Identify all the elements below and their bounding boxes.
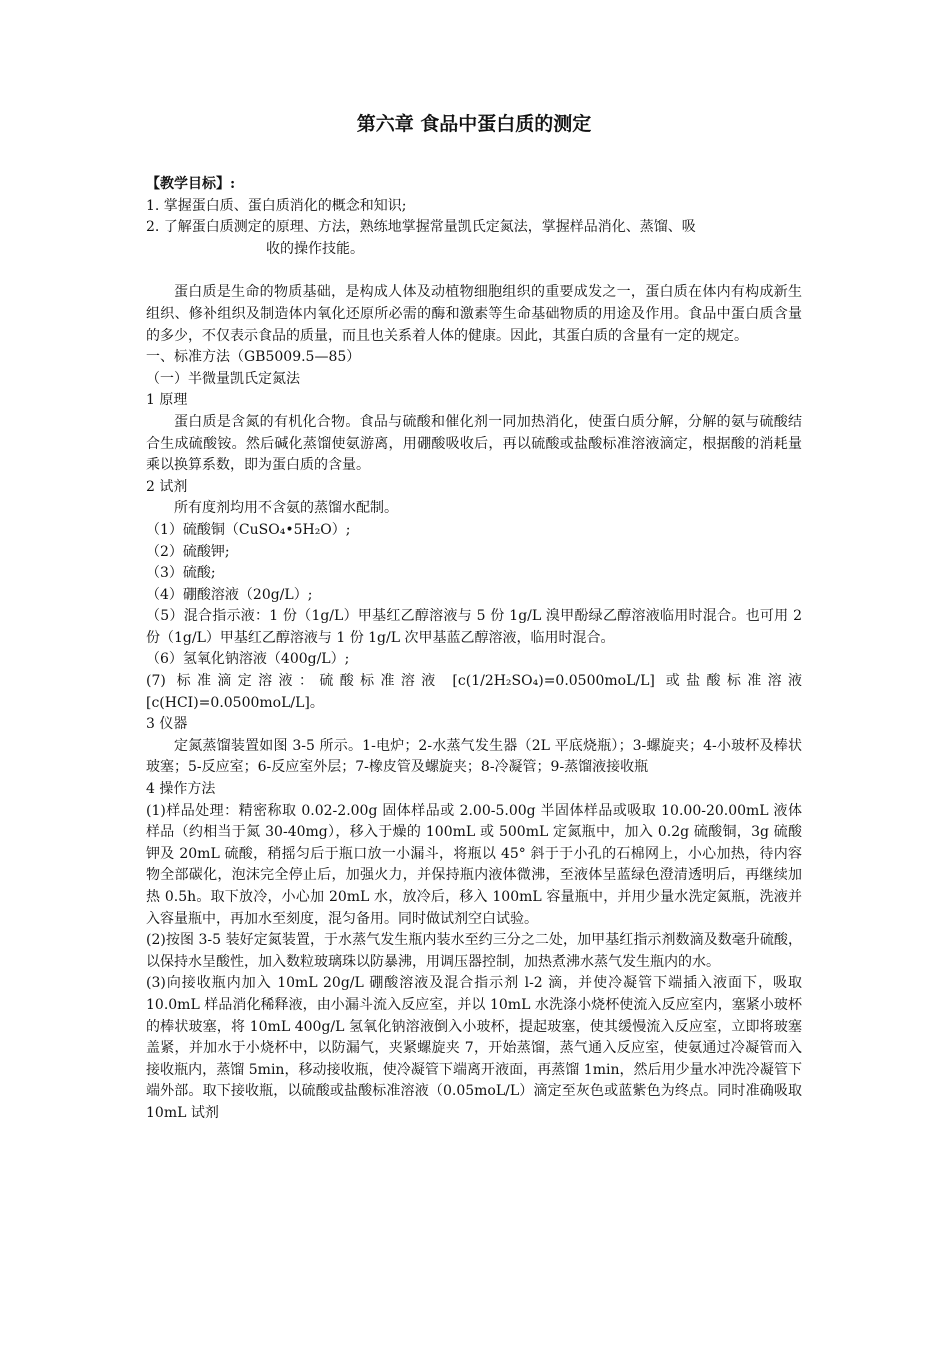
teaching-goals-list <box>146 196 802 261</box>
teaching-goals-heading: 【教学目标】: <box>146 176 236 192</box>
reagent-item: （6）氢氧化钠溶液（400g/L）; <box>146 651 350 668</box>
spacer <box>146 260 802 282</box>
principle-heading: 1 原理 <box>146 392 188 409</box>
reagents-heading: 2 试剂 <box>146 478 188 495</box>
reagent-item: （4）硼酸溶液（20g/L）; <box>146 586 313 603</box>
reagent-item: （5）混合指示液：1 份（1g/L）甲基红乙醇溶液与 5 份 1g/L 溴甲酚绿乙醇溶液临用时混合。也可用 2 份（1g/L）甲基红乙醇溶液与 1 份 1g/L 次甲基蓝乙醇溶液，临用时混合。 <box>146 608 802 646</box>
procedure-heading: 4 操作方法 <box>146 781 216 798</box>
apparatus-text: 定氮蒸馏装置如图 3-5 所示。1-电炉；2-水蒸气发生器（2L 平底烧瓶）；3-螺旋夹；4-小玻杯及棒状玻塞；5-反应室；6-反应室外层；7-橡皮管及螺旋夹；8-冷凝管；9-蒸馏液接收瓶 <box>146 737 802 776</box>
goal-item-continuation: 收的操作技能。 <box>266 240 364 257</box>
intro-paragraph: 蛋白质是生命的物质基础，是构成人体及动植物细胞组织的重要成发之一，蛋白质在体内有构成新生组织、修补组织及制造体内氧化还原所必需的酶和激素等生命基础物质的用途及作用。食品中蛋白质含量的多少，不仅表示食品的质量，而且也关系着人体的健康。因此，其蛋白质的含量有一定的规定。 <box>146 284 802 344</box>
reagent-item: （3）硫酸; <box>146 565 216 582</box>
subsection-heading: （一）半微量凯氏定氮法 <box>146 370 300 387</box>
reagent-item: （1）硫酸铜（CuSO₄•5H₂O）; <box>146 521 351 538</box>
goal-item-text: 2. 了解蛋白质测定的原理、方法，熟练地掌握常量凯氏定氮法，掌握样品消化、蒸馏、吸 <box>146 219 696 236</box>
goal-item <box>146 217 802 260</box>
principle-text: 蛋白质是含氮的有机化合物。食品与硫酸和催化剂一同加热消化，使蛋白质分解，分解的氨与硫酸结合生成硫酸铵。然后碱化蒸馏使氨游离，用硼酸吸收后，再以硫酸或盐酸标准溶液滴定，根据酸的消耗量乘以换算系数，即为蛋白质的含量。 <box>146 413 802 474</box>
document-body <box>146 110 802 1125</box>
procedure-step: (3)向接收瓶内加入 10mL 20g/L 硼酸溶液及混合指示剂 l-2 滴，并使冷凝管下端插入液面下，吸取 10.0mL 样品消化稀释液，由小漏斗流入反应室，并以 10mL 水洗涤小烧杯使流入反应室内，塞紧小玻杯的棒状玻塞，将 10mL 400g/L 氢氧化钠溶液倒入小玻杯，提起玻塞，使其缓慢流入反应室，立即将玻塞盖紧，并加水于小烧杯中，以防漏气，夹紧螺旋夹 7，开始蒸馏，蒸气通入反应室，使氨通过冷凝管而入接收瓶内，蒸馏 5min，移动接收瓶，使冷凝管下端离开液面，再蒸馏 1min，然后用少量水冲洗冷凝管下端外部。取下接收瓶，以硫酸或盐酸标准溶液（0.05moL/L）滴定至灰色或蓝紫色为终点。同时准确吸取 10mL 试剂 <box>146 975 802 1121</box>
goal-item: 1. 掌握蛋白质、蛋白质消化的概念和知识; <box>146 197 407 214</box>
apparatus-heading: 3 仪器 <box>146 716 188 733</box>
reagent-item: （2）硫酸钾; <box>146 543 230 560</box>
section-heading: 一、标准方法（GB5009.5—85） <box>146 349 361 366</box>
procedure-step: (2)按图 3-5 装好定氮装置，于水蒸气发生瓶内装水至约三分之二处，加甲基红指示剂数滴及数毫升硫酸，以保持水呈酸性，加入数粒玻璃珠以防暴沸，用调压器控制，加热煮沸水蒸气发生瓶内的水。 <box>146 932 802 970</box>
reagents-intro: 所有度剂均用不含氨的蒸馏水配制。 <box>174 500 398 517</box>
reagent-item: (7) 标准滴定溶液：硫酸标准溶液 [c(1/2H₂SO₄)=0.0500moL/L] 或盐酸标准溶液 [c(HCI)=0.0500moL/L]。 <box>146 673 802 711</box>
chapter-title: 第六章 食品中蛋白质的测定 <box>356 113 592 135</box>
procedure-step: (1)样品处理：精密称取 0.02-2.00g 固体样品或 2.00-5.00g 半固体样品或吸取 10.00-20.00mL 液体样品（约相当于氮 30-40mg），移入于燥的 100mL 或 500mL 定氮瓶中，加入 0.2g 硫酸铜，3g 硫酸钾及 20mL 硫酸，稍摇匀后于瓶口放一小漏斗，将瓶以 45° 斜于于小孔的石棉网上，小心加热，待内容物全部碳化，泡沫完全停止后，加强火力，并保持瓶内液体微沸，至液体呈蓝绿色澄清透明后，再继续加热 0.5h。取下放冷，小心加 20mL 水，放冷后，移入 100mL 容量瓶中，并用少量水洗定氮瓶，洗液并入容量瓶中，再加水至刻度，混匀备用。同时做试剂空白试验。 <box>146 802 802 927</box>
